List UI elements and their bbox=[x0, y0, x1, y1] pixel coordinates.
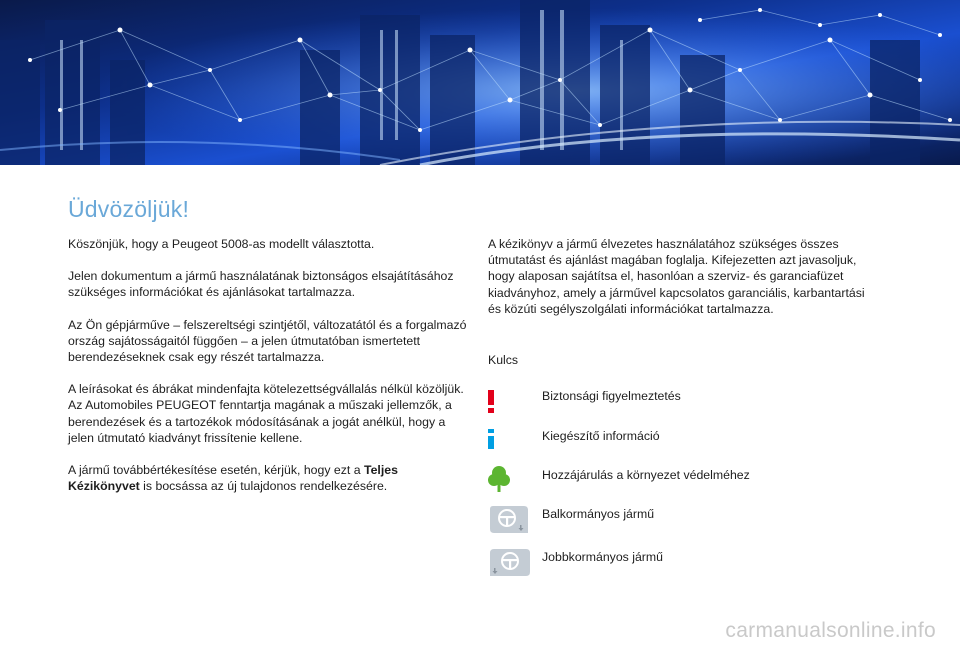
disclaimer-text: A leírásokat és ábrákat mindenfajta kötelezettségvállalás nélkül közöljük. bbox=[68, 382, 464, 397]
right-hand-drive-icon bbox=[488, 546, 532, 580]
manual-description-paragraph: A kézikönyv a jármű élvezetes használatához szükséges összes útmutatást és ajánlást magában foglalja. Kifejezetten azt javasoljuk, hogy alaposan sajátítsa el, hasonlóan a szerviz- és garanciafüzet kiadványhoz, amely a járművel kapcsolatos garanciális, karbantartási és közúti segélyszolgálati információkat tartalmazza. bbox=[488, 237, 865, 316]
key-item-left-hand-drive bbox=[488, 503, 888, 537]
network-city-illustration bbox=[0, 0, 960, 165]
intro-paragraph: Az Ön gépjárműve – felszereltségi szintjétől, változatától és a forgalmazó ország sajátosságaitól függően – a jelen útmutatóban ismertetett berendezéseknek csak egy részét tartalmazza. bbox=[68, 317, 467, 365]
key-item-safety-warning bbox=[488, 385, 888, 419]
key-item-additional-info bbox=[488, 425, 888, 459]
key-item-label: Hozzájárulás a környezet védelméhez bbox=[542, 468, 750, 482]
info-icon bbox=[488, 425, 532, 459]
key-item-label: Kiegészítő információ bbox=[542, 429, 660, 443]
intro-paragraph: Az Automobiles PEUGEOT fenntartja magának a műszaki jellemzők, a berendezések és a tartozékok módosításának a jogát anélkül, hogy a jelen útmutató kiadványt frissítenie kellene. bbox=[68, 398, 452, 445]
key-item-right-hand-drive bbox=[488, 546, 888, 580]
intro-paragraph bbox=[68, 381, 468, 397]
header-banner-image bbox=[0, 0, 960, 165]
key-item-environment bbox=[488, 464, 888, 498]
intro-paragraph: Köszönjük, hogy a Peugeot 5008-as modellt választotta. bbox=[68, 237, 375, 251]
key-legend-title: Kulcs bbox=[488, 353, 519, 367]
intro-left-column bbox=[68, 236, 468, 510]
intro-paragraph: Jelen dokumentum a jármű használatának biztonságos elsajátításához szükséges információkat és ajánlásokat tartalmazza. bbox=[68, 269, 454, 300]
page-title: Üdvözöljük! bbox=[68, 196, 190, 222]
intro-paragraph bbox=[68, 462, 468, 494]
resale-text-after: is bocsássa az új tulajdonos rendelkezésére. bbox=[139, 479, 388, 494]
key-item-label: Balkormányos jármű bbox=[542, 507, 655, 521]
key-item-label: Jobbkormányos jármű bbox=[542, 550, 663, 564]
left-hand-drive-icon bbox=[488, 503, 532, 537]
resale-text-before: A jármű továbbértékesítése esetén, kérjük, hogy ezt a bbox=[68, 463, 364, 478]
watermark-text: carmanualsonline.info bbox=[725, 619, 936, 642]
exclamation-icon bbox=[488, 385, 532, 419]
full-manual-highlight: Teljes Kézikönyvet bbox=[68, 463, 398, 494]
tree-icon bbox=[488, 464, 532, 498]
intro-right-column bbox=[488, 236, 878, 333]
key-item-label: Biztonsági figyelmeztetés bbox=[542, 389, 681, 403]
